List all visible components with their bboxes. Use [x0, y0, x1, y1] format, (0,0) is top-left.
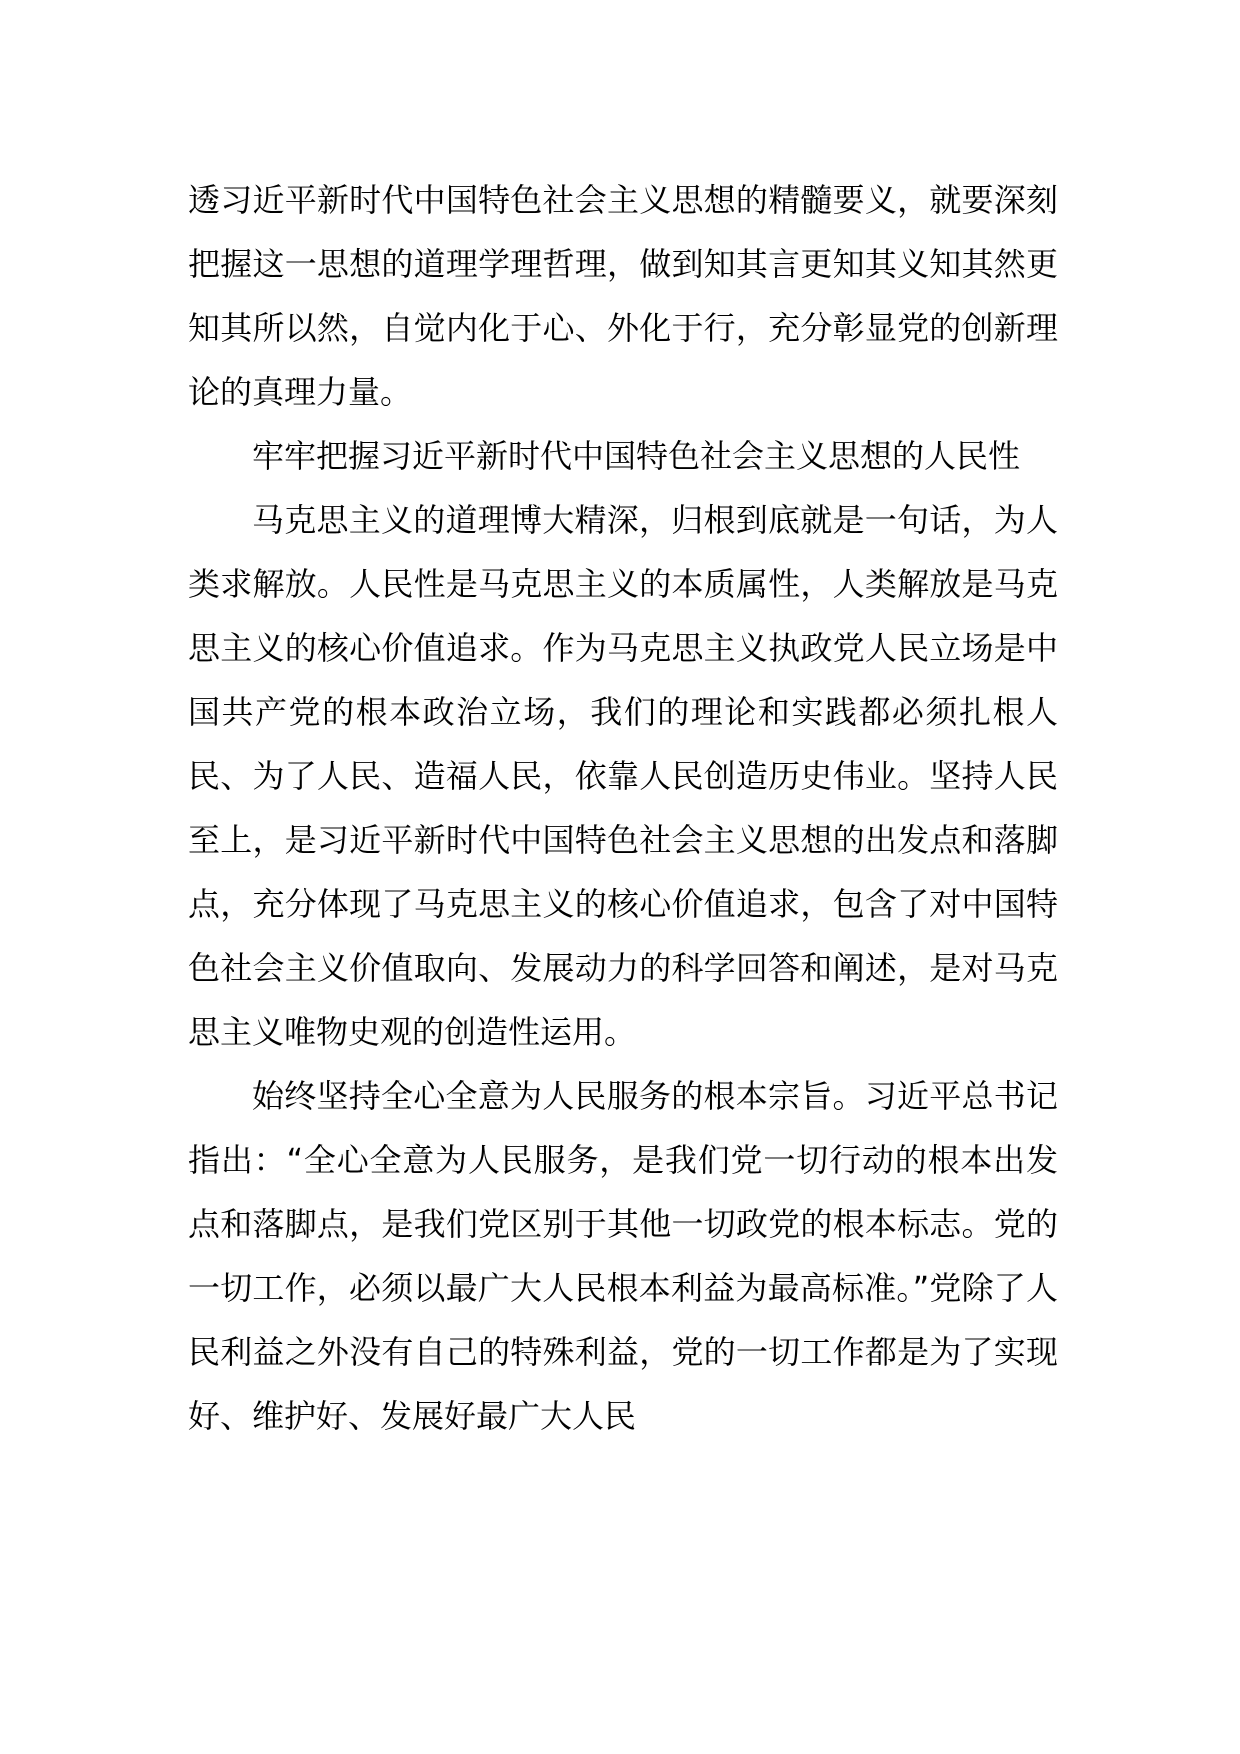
- paragraph-continuation: 透习近平新时代中国特色社会主义思想的精髓要义，就要深刻把握这一思想的道理学理哲理，做到知其言更知其义知其然更知其所以然，自觉内化于心、外化于行，充分彰显党的创新理论的真理力量。: [188, 181, 1058, 411]
- section-heading: 牢牢把握习近平新时代中国特色社会主义思想的人民性: [252, 437, 1021, 475]
- paragraph-marxism-people: 马克思主义的道理博大精深，归根到底就是一句话，为人类求解放。人民性是马克思主义的本质属性，人类解放是马克思主义的核心价值追求。作为马克思主义执政党人民立场是中国共产党的根本政治立场，我们的理论和实践都必须扎根人民、为了人民、造福人民，依靠人民创造历史伟业。坚持人民至上，是习近平新时代中国特色社会主义思想的出发点和落脚点，充分体现了马克思主义的核心价值追求，包含了对中国特色社会主义价值取向、发展动力的科学回答和阐述，是对马克思主义唯物史观的创造性运用。: [188, 501, 1058, 1051]
- document-body: [188, 168, 1058, 1448]
- paragraph-serve-people: 始终坚持全心全意为人民服务的根本宗旨。习近平总书记指出：“全心全意为人民服务，是我们党一切行动的根本出发点和落脚点，是我们党区别于其他一切政党的根本标志。党的一切工作，必须以最广大人民根本利益为最高标准。”党除了人民利益之外没有自己的特殊利益，党的一切工作都是为了实现好、维护好、发展好最广大人民: [188, 1077, 1058, 1435]
